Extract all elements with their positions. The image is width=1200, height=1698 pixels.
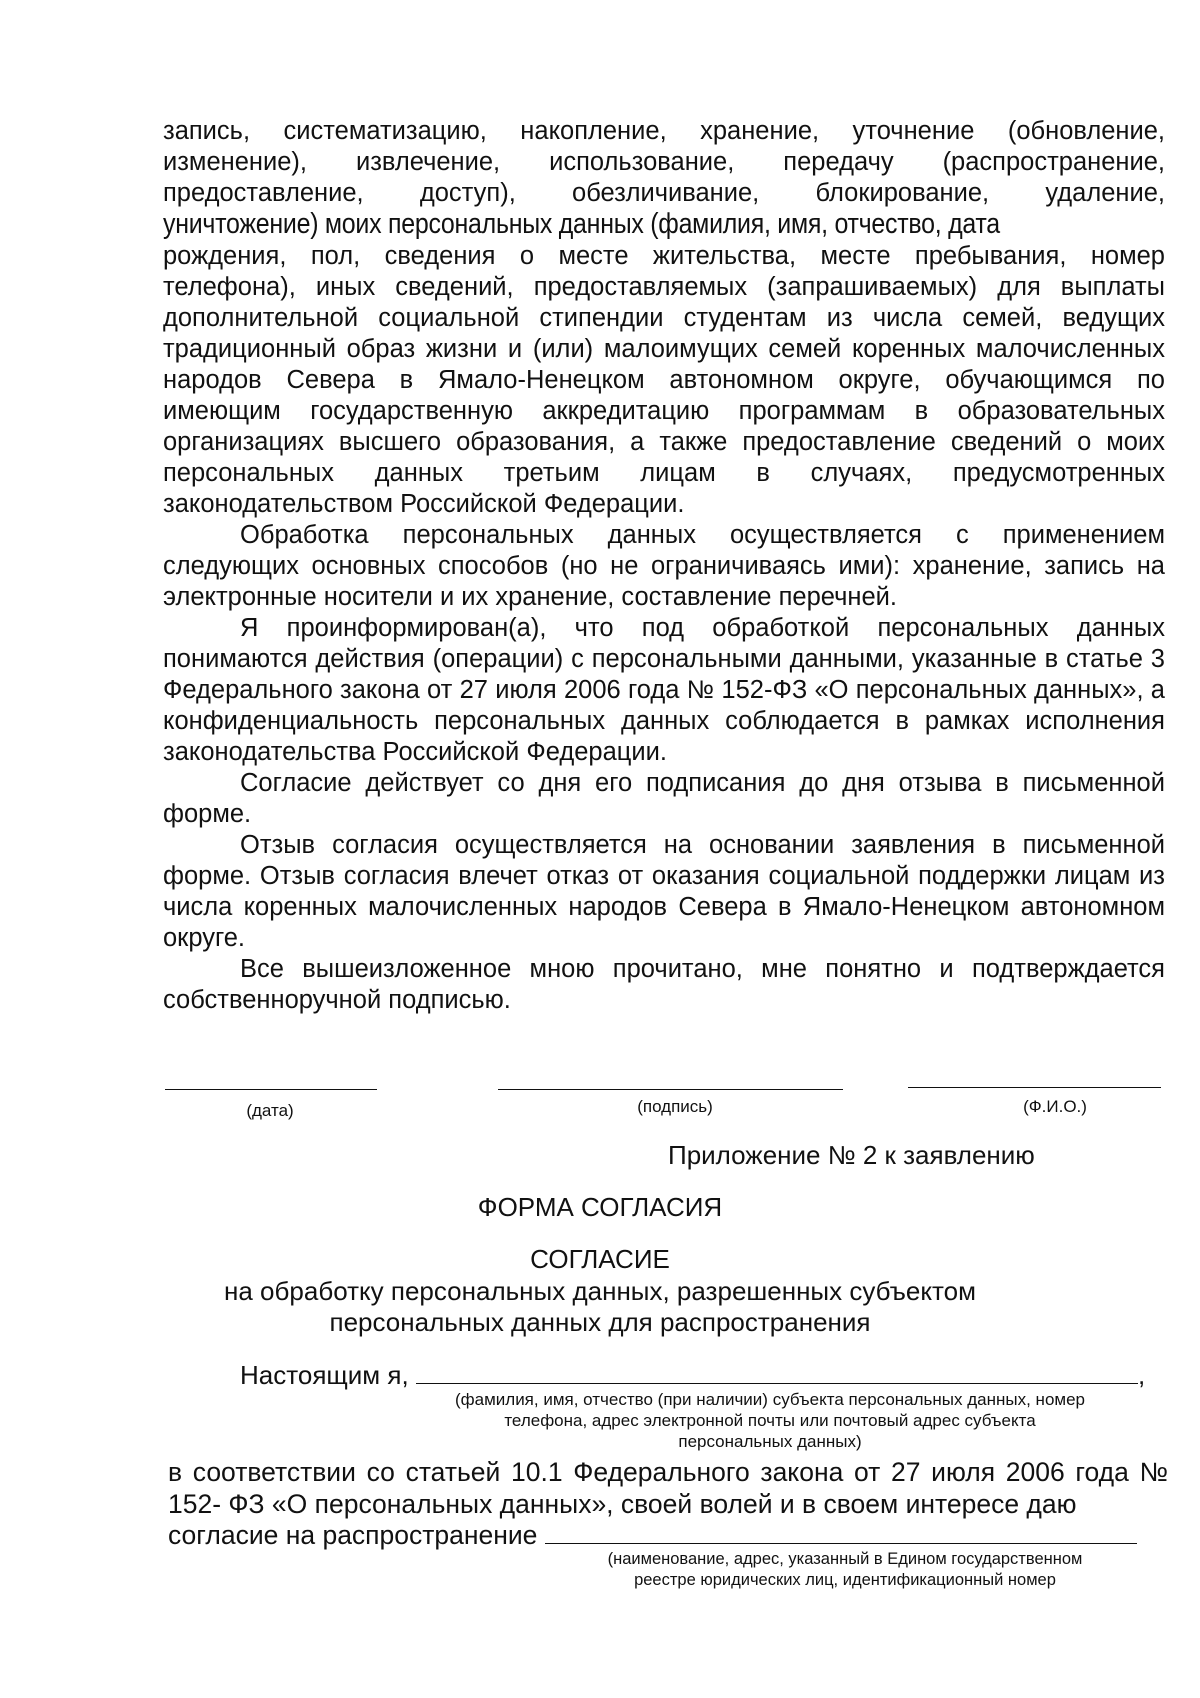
form-title: ФОРМА СОГЛАСИЯ — [477, 1192, 723, 1222]
signature-line — [498, 1089, 843, 1090]
intro-line — [240, 1360, 1145, 1391]
consent-subtitle-line-1: на обработку персональных данных, разрешенных субъектом — [224, 1276, 976, 1306]
paragraph-confirmation: Все вышеизложенное мною прочитано, мне понятно и подтверждается собственноручной подписью. — [163, 955, 1165, 1014]
paragraph-line-start: запись, систематизацию, накопление, хранение, уточнение (обновление, изменение), извлечение, использование, передачу (распространение, предоставление, доступ), обезличивание, блокирование, удаление, — [163, 117, 1165, 207]
paragraph-informed: Я проинформирован(а), что под обработкой персональных данных понимаются действия (операции) с персональными данными, указанные в статье 3 Федерального закона от 27 июля 2006 года № 152-ФЗ «О персональных данных», а конфиденциальность персональных данных соблюдается в рамках исполнения законодательства Российской Федерации. — [163, 614, 1165, 766]
signature-caption: (подпись) — [637, 1097, 713, 1116]
paragraph-condensed-line: уничтожение) моих персональных данных (фамилия, имя, отчество, дата — [163, 208, 1000, 240]
subject-name-field[interactable] — [416, 1361, 1138, 1384]
fio-caption: (Ф.И.О.) — [1023, 1097, 1087, 1116]
paragraph-withdrawal: Отзыв согласия осуществляется на основании заявления в письменной форме. Отзыв согласия влечет отказ от оказания социальной поддержки лицам из числа коренных малочисленных народов Севера в Ямало-Ненецком автономном округе. — [163, 831, 1165, 952]
operator-caption-line-1: (наименование, адрес, указанный в Едином государственном — [607, 1550, 1083, 1568]
paragraph-processing-actions — [163, 116, 1165, 520]
distribution-text: согласие на распространение — [168, 1520, 538, 1550]
subject-caption-line-1: (фамилия, имя, отчество (при наличии) субъекта персональных данных, номер — [454, 1390, 1085, 1409]
operator-name-field[interactable] — [545, 1521, 1137, 1544]
distribution-line — [168, 1520, 1137, 1551]
fio-signature-line — [908, 1087, 1161, 1088]
subject-caption-line-2: телефона, адрес электронной почты или почтовый адрес субъекта — [504, 1411, 1036, 1430]
subject-caption-line-3: персональных данных) — [678, 1432, 862, 1451]
appendix-label: Приложение № 2 к заявлению — [668, 1140, 1035, 1170]
intro-comma: , — [1137, 1360, 1146, 1390]
paragraph-line-rest: рождения, пол, сведения о месте жительства, месте пребывания, номер телефона), иных сведений, предоставляемых (запрашиваемых) для выплаты дополнительной социальной стипендии студентам из числа семей, ведущих традиционный образ жизни и (или) малоимущих семей коренных малочисленных народов Севера в Ямало-Ненецком автономном округе, обучающимся по имеющим государственную аккредитацию программам в образовательных организациях высшего образования, а также предоставление сведений о моих персональных данных третьим лицам в случаях, предусмотренных законодательством Российской Федерации. — [163, 242, 1165, 518]
operator-caption-line-2: реестре юридических лиц, идентификационный номер — [634, 1571, 1056, 1589]
paragraph-processing-methods: Обработка персональных данных осуществляется с применением следующих основных способов (но не ограничиваясь ими): хранение, запись на электронные носители и их хранение, составление перечней. — [163, 521, 1165, 611]
date-signature-line — [165, 1089, 377, 1090]
paragraph-validity: Согласие действует со дня его подписания до дня отзыва в письменной форме. — [163, 769, 1165, 828]
consent-title: СОГЛАСИЕ — [530, 1244, 670, 1274]
consent-subtitle-line-2: персональных данных для распространения — [329, 1307, 871, 1337]
intro-text: Настоящим я, — [240, 1360, 409, 1390]
consent-basis-text — [168, 1456, 1168, 1520]
consent-body-text — [163, 116, 1165, 1016]
date-caption: (дата) — [246, 1101, 294, 1120]
consent-basis-paragraph: в соответствии со статьей 10.1 Федерального закона от 27 июля 2006 года № 152- ФЗ «О персональных данных», своей волей и в своем интересе даю — [168, 1457, 1168, 1519]
